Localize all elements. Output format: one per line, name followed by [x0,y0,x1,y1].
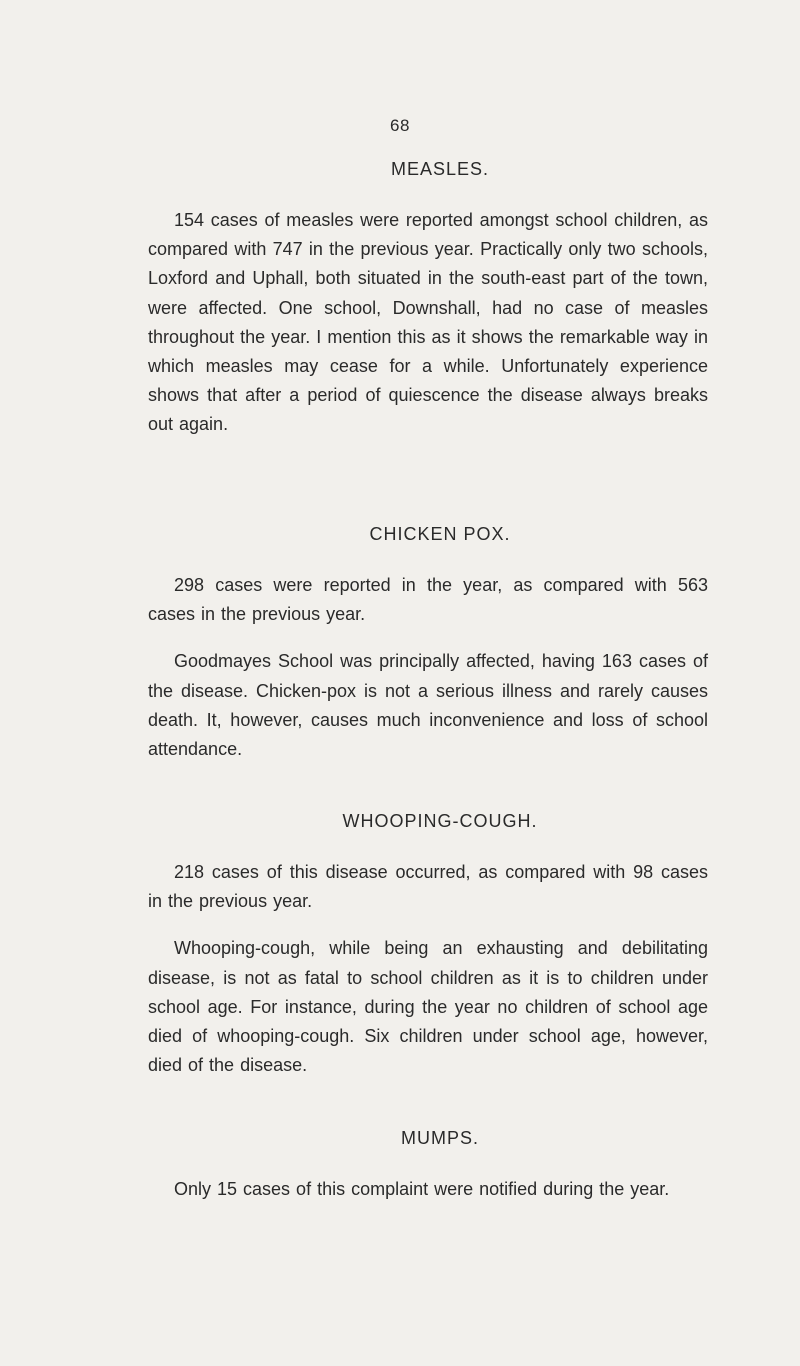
paragraph: Only 15 cases of this complaint were notified during the year. [174,1179,670,1199]
section-measles [148,159,708,440]
section-heading: MUMPS. [401,1128,479,1148]
paragraph: Whooping-cough, while being an exhausting and debilitating disease, is not as fatal to school children as it is to children under school age. For instance, during the year no children of school age died of whooping-cough. Six children under school age, however, died of the disease. [148,938,708,1076]
section-heading: WHOOPING-COUGH. [342,811,538,831]
section-chicken-pox [148,524,708,764]
paragraph: 218 cases of this disease occurred, as compared with 98 cases in the previous year. [148,862,708,912]
section-whooping-cough [148,811,708,1080]
paragraph: 154 cases of measles were reported amongst school children, as compared with 747 in the previous year. Practically only two schools, Loxford and Uphall, both situated in the south-east part of the town, were affected. One school, Downshall, had no case of measles throughout the year. I mention this as it shows the remarkable way in which measles may cease for a while. Unfortunately experience shows that after a period of quiescence the disease always breaks out again. [148,210,708,435]
paragraph: Goodmayes School was principally affected, having 163 cases of the disease. Chicken-pox is not a serious illness and rarely causes death. It, however, causes much inconvenience and loss of school attendance. [148,651,708,760]
section-heading: CHICKEN POX. [369,524,511,544]
section-heading: MEASLES. [390,159,490,179]
section-mumps [148,1128,708,1204]
paragraph: 298 cases were reported in the year, as compared with 563 cases in the previous year. [148,575,708,625]
page-number: 68 [390,116,410,135]
